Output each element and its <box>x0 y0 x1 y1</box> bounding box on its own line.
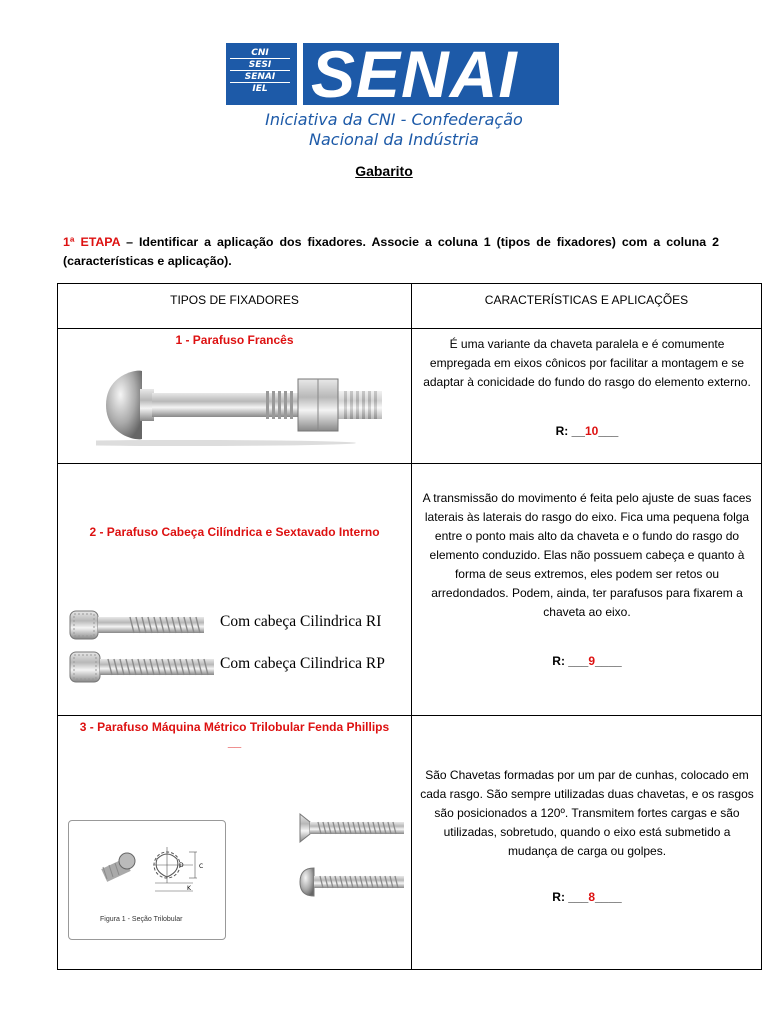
senai-logo <box>226 37 559 111</box>
logo-org-sesi: SESI <box>230 60 290 71</box>
row3-title: 3 - Parafuso Máquina Métrico Trilobular Fenda Phillips <box>79 720 390 734</box>
row3-answer: R: ___8____ <box>552 890 622 904</box>
row1-title: 1 - Parafuso Francês <box>175 333 294 347</box>
header-tipos: TIPOS DE FIXADORES <box>58 284 412 329</box>
logo-org-iel: IEL <box>252 84 268 94</box>
row2-answer: R: ___9____ <box>552 654 622 668</box>
row3-title-underscore: __ <box>227 735 242 749</box>
row2-caption-rp: Com cabeça Cilindrica RP <box>220 655 385 672</box>
row2-title: 2 - Parafuso Cabeça Cilíndrica e Sextavado Interno <box>89 525 380 539</box>
logo-tagline-line2: Nacional da Indústria <box>309 130 479 149</box>
figure-label-d: D <box>179 862 184 869</box>
figure-label-k: K <box>187 885 191 892</box>
fixadores-table <box>57 283 762 970</box>
table-row <box>58 716 762 970</box>
row1-answer: R: __10___ <box>555 424 619 438</box>
row1-type-cell <box>58 329 412 464</box>
phillips-pan-head-screw-image <box>298 862 406 902</box>
row2-answer-value: 9 <box>588 654 595 668</box>
figure-caption: Figura 1 - Seção Trilobular <box>100 916 183 923</box>
table-row <box>58 464 762 716</box>
row1-description: É uma variante da chaveta paralela e é comumente empregada em eixos cônicos por facilitar a montagem e se adaptar à conicidade do fundo do rasgo do elemento externo. <box>423 337 751 389</box>
row3-description: São Chavetas formadas por um par de cunhas, colocado em cada rasgo. São sempre utilizadas duas chavetas, e os rasgos são posicionados a 120º. Transmitem fortes cargas e são utilizadas, sobretudo, quando o eixo está submetido a mudança de carga ou golpes. <box>420 768 754 858</box>
intro-paragraph <box>63 233 719 271</box>
logo-org-senai: SENAI <box>230 72 290 83</box>
logo-tagline-line1: Iniciativa da CNI - Confederação <box>265 110 523 129</box>
row3-type-cell <box>58 716 412 970</box>
logo-brand-block <box>303 37 559 111</box>
intro-text: – Identificar a aplicação dos fixadores. Associe a coluna 1 (tipos de fixadores) com a coluna 2 (características e aplicação). <box>63 235 719 268</box>
logo-brand-text: SENAI <box>311 37 518 111</box>
intro-etapa: 1ª ETAPA <box>63 235 121 249</box>
row1-answer-value: 10 <box>584 424 599 438</box>
phillips-flat-head-screw-image <box>298 808 406 848</box>
trilobular-section-diagram <box>69 821 225 921</box>
row2-desc-cell <box>412 464 762 716</box>
row3-answer-value: 8 <box>588 890 595 904</box>
figure-label-c: C <box>199 863 204 870</box>
row2-type-cell <box>58 464 412 716</box>
logo-org-cni: CNI <box>230 48 290 59</box>
row1-desc-cell <box>412 329 762 464</box>
row2-caption-ri: Com cabeça Cilindrica RI <box>220 613 382 630</box>
table-row <box>58 329 762 464</box>
table-header-row <box>58 284 762 329</box>
carriage-bolt-image <box>96 361 396 449</box>
logo-org-block <box>226 43 297 105</box>
row3-desc-cell <box>412 716 762 970</box>
row2-description: A transmissão do movimento é feita pelo ajuste de suas faces laterais às laterais do rasgo do eixo. Fica uma pequena folga entre o ponto mais alto da chaveta e o fundo do rasgo do elemento conduzido. Elas não possuem cabeça e quanto à forma de seus extremos, eles podem ser retos ou arredondados. Podem, ainda, ter parafusos para fixarem a chaveta ao eixo. <box>422 491 752 619</box>
page-title: Gabarito <box>355 163 413 179</box>
socket-cap-screw-rp-image <box>68 649 218 685</box>
header-caracteristicas: CARACTERÍSTICAS E APLICAÇÕES <box>412 284 762 329</box>
socket-cap-screw-ri-image <box>68 608 208 642</box>
